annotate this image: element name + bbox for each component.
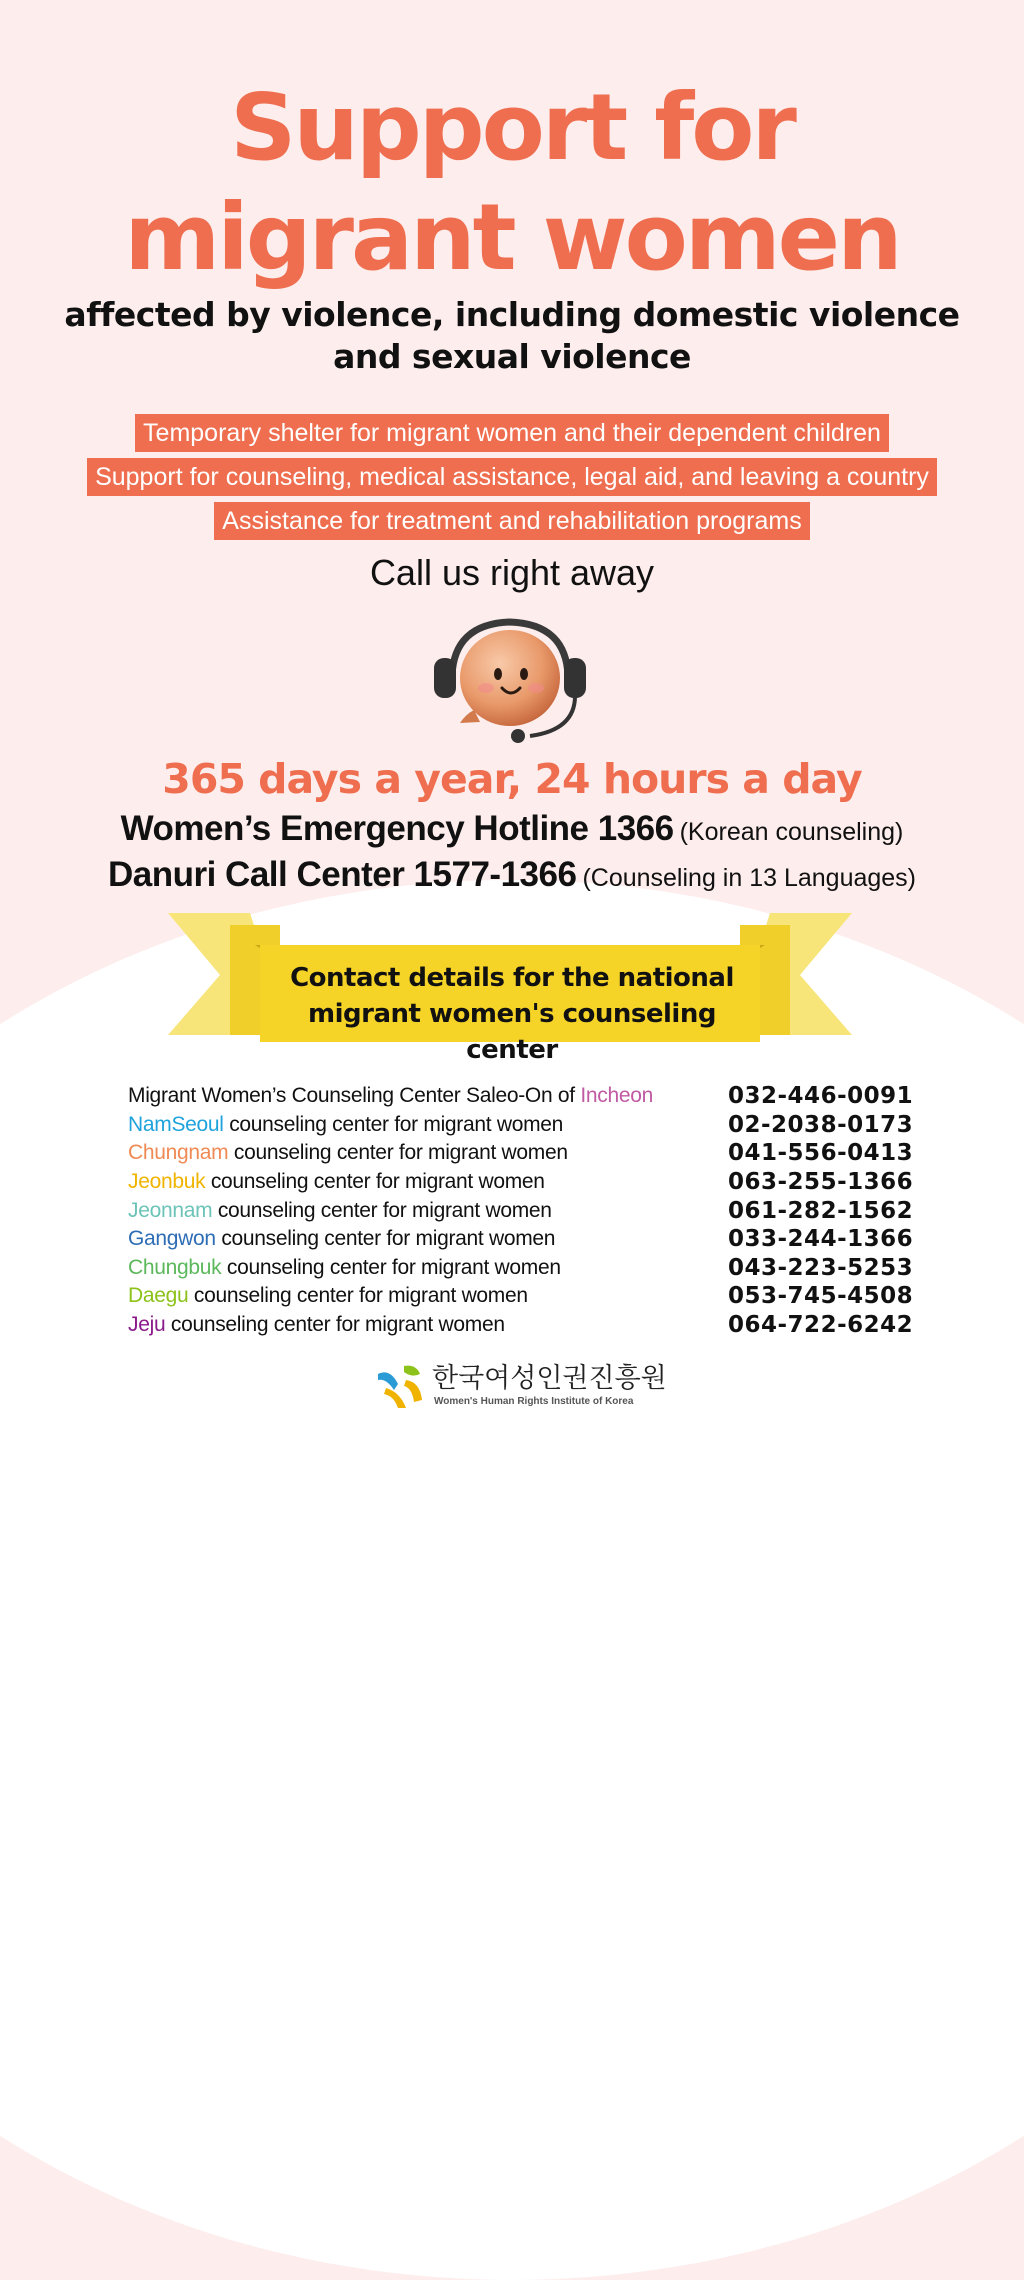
center-phone[interactable]: 053-745-4508 [728,1283,914,1310]
center-region: Chungbuk [128,1255,222,1279]
center-row [128,1311,914,1340]
ribbon-heading [260,960,764,1068]
center-row [128,1082,914,1111]
availability-heading: 365 days a year, 24 hours a day [162,755,862,803]
center-phone[interactable]: 041-556-0413 [728,1140,914,1167]
hotline-danuri [0,852,1024,901]
institute-logo-icon [376,1362,426,1410]
service-item-rehabilitation: Assistance for treatment and rehabilitation programs [214,502,809,540]
page-subtitle: affected by violence, including domestic violence and sexual violence [64,295,960,376]
institute-name-korean: 한국여성인권진흥원 [432,1363,667,1393]
center-phone[interactable]: 02-2038-0173 [728,1111,914,1138]
center-region: Jeonbuk [128,1170,206,1194]
center-phone[interactable]: 043-223-5253 [728,1254,914,1281]
page-title-line2: migrant women [124,184,900,291]
center-name [128,1256,561,1280]
center-name-prefix: Migrant Women’s Counseling Center Saleo-On of [128,1084,581,1108]
center-region: Incheon [580,1084,653,1108]
center-region: Chungnam [128,1141,229,1165]
hotline-note: (Korean counseling) [679,818,904,846]
center-name-suffix: counseling center for migrant women [188,1284,528,1308]
center-name [128,1313,505,1337]
center-region: Gangwon [128,1227,216,1251]
headset-mascot-icon [430,618,590,748]
center-row [128,1254,914,1283]
center-name [128,1170,545,1194]
center-name [128,1113,563,1137]
center-region: Jeju [128,1313,166,1337]
ribbon-heading-line2: migrant women's counseling center [308,999,716,1065]
center-phone[interactable]: 063-255-1366 [728,1169,914,1196]
services-list [0,414,1024,546]
hotline-name: Danuri Call Center 1577-1366 [107,855,577,894]
hotline-name: Women’s Emergency Hotline 1366 [120,809,674,848]
center-name-suffix: counseling center for migrant women [165,1313,505,1337]
center-name-suffix: counseling center for migrant women [223,1112,564,1136]
service-item-counseling: Support for counseling, medical assistance, legal aid, and leaving a country [87,458,937,496]
center-name [128,1084,653,1108]
center-row [128,1282,914,1311]
hotline-women-emergency [0,806,1024,855]
center-name [128,1227,555,1251]
center-row [128,1168,914,1197]
center-region: Jeonnam [128,1198,213,1222]
center-row [128,1225,914,1254]
center-name-suffix: counseling center for migrant women [205,1170,545,1194]
center-phone[interactable]: 064-722-6242 [728,1312,914,1339]
center-row [128,1111,914,1140]
center-row [128,1139,914,1168]
center-name [128,1199,552,1223]
center-phone[interactable]: 061-282-1562 [728,1197,914,1224]
center-phone[interactable]: 033-244-1366 [728,1226,914,1253]
counseling-centers-list [128,1082,914,1339]
center-region: Daegu [128,1284,189,1308]
center-name-suffix: counseling center for migrant women [212,1198,552,1222]
service-item-shelter: Temporary shelter for migrant women and their dependent children [135,414,889,452]
center-name [128,1284,528,1308]
ribbon-heading-line1: Contact details for the national [290,963,734,993]
center-name [128,1141,568,1165]
call-us-heading: Call us right away [369,552,655,593]
center-region: NamSeoul [128,1112,224,1136]
page-title-line1: Support for [230,74,794,181]
hotline-note: (Counseling in 13 Languages) [582,864,917,892]
center-name-suffix: counseling center for migrant women [228,1141,568,1165]
center-name-suffix: counseling center for migrant women [221,1255,561,1279]
center-phone[interactable]: 032-446-0091 [728,1083,914,1110]
center-row [128,1196,914,1225]
institute-logo [376,1362,666,1412]
center-name-suffix: counseling center for migrant women [215,1227,556,1251]
institute-name-english: Women's Human Rights Institute of Korea [434,1396,634,1407]
